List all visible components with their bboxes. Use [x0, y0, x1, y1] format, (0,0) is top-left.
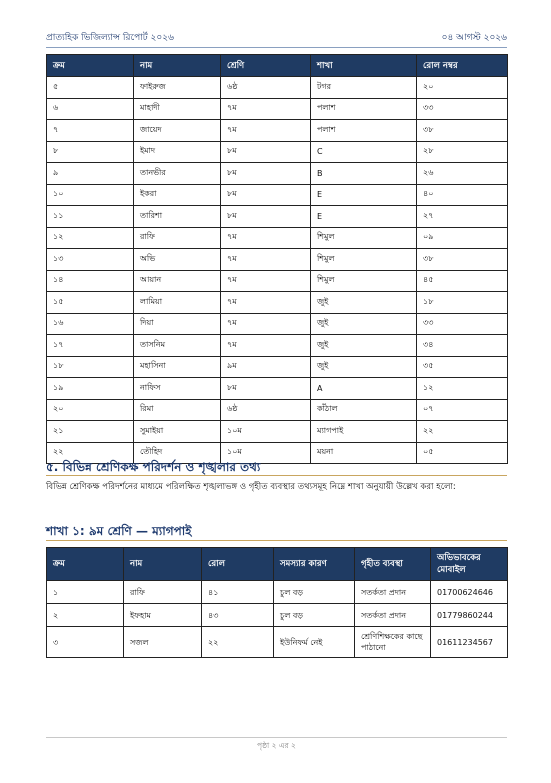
table-cell: ২২ [202, 627, 274, 658]
col-issue: সমস্যার কারণ [274, 548, 355, 581]
table-cell: ২ [47, 604, 124, 627]
table-cell: ১০ [47, 184, 134, 206]
table-cell: ৭ম [221, 292, 311, 314]
table-cell: ১০ম [221, 442, 311, 464]
table-cell: শিমুল [311, 249, 417, 271]
table-cell: 01611234567 [431, 627, 508, 658]
table-cell: চুল বড় [274, 604, 355, 627]
table-cell: ১২ [417, 378, 508, 400]
table-cell: ১৮ [47, 356, 134, 378]
table-cell: ম্যাগপাই [311, 421, 417, 443]
table-cell: টগর [311, 77, 417, 99]
table-cell: ৭ম [221, 98, 311, 120]
table-cell: ১২ [47, 227, 134, 249]
table-cell: রিমা [134, 399, 221, 421]
table-cell: ৬ষ্ঠ [221, 77, 311, 99]
table-cell: সজল [124, 627, 202, 658]
col-class: শ্রেণি [221, 55, 311, 77]
table-cell: C [311, 141, 417, 163]
table-row [47, 270, 508, 292]
table-cell: ৩৪ [417, 335, 508, 357]
table-row [47, 604, 508, 627]
table-cell: ১১ [47, 206, 134, 228]
table-cell: ৮ম [221, 206, 311, 228]
footer-divider [46, 737, 507, 738]
table-row [47, 581, 508, 604]
table-cell: ২২ [417, 421, 508, 443]
table-cell: ৮ম [221, 141, 311, 163]
table-cell: ৭ম [221, 120, 311, 142]
table-cell: ৪১ [202, 581, 274, 604]
table-cell: ৪০ [417, 184, 508, 206]
table-row [47, 163, 508, 185]
table-cell: ৭ [47, 120, 134, 142]
table-row [47, 292, 508, 314]
col-action: গৃহীত ব্যবস্থা [355, 548, 431, 581]
table-row [47, 421, 508, 443]
table-cell: শিমুল [311, 227, 417, 249]
table-row [47, 627, 508, 658]
table-cell: ০৭ [417, 399, 508, 421]
table-cell: B [311, 163, 417, 185]
table-cell: ফাইরুজ [134, 77, 221, 99]
table-cell: ইকরা [134, 184, 221, 206]
table-row [47, 77, 508, 99]
table-cell: ৩৩ [417, 98, 508, 120]
table-cell: পলাশ [311, 120, 417, 142]
table-cell: শ্রেণিশিক্ষকের কাছে পাঠানো [355, 627, 431, 658]
table-cell: তারিশা [134, 206, 221, 228]
header-divider [46, 47, 507, 48]
table-cell: ৪৩ [202, 604, 274, 627]
table-cell: ৭ম [221, 313, 311, 335]
table-cell: ১০ম [221, 421, 311, 443]
col-name: নাম [124, 548, 202, 581]
col-serial: ক্রম [47, 55, 134, 77]
table-cell: সতর্কতা প্রদান [355, 581, 431, 604]
table-row [47, 335, 508, 357]
table-cell: শিমুল [311, 270, 417, 292]
table-cell: ৩৮ [417, 249, 508, 271]
table-cell: নাফিস [134, 378, 221, 400]
table-cell: জুই [311, 313, 417, 335]
table-row [47, 227, 508, 249]
table-row [47, 313, 508, 335]
table-row [47, 98, 508, 120]
table-cell: ৭ম [221, 249, 311, 271]
table-cell: তাসনিম [134, 335, 221, 357]
table-cell: ৩৮ [417, 120, 508, 142]
table-cell: চুল বড় [274, 581, 355, 604]
student-table [46, 54, 508, 464]
table-cell: জুই [311, 335, 417, 357]
section-5-divider [46, 475, 507, 476]
table-cell: ১৮ [417, 292, 508, 314]
section-5-title: ৫. বিভিন্ন শ্রেণিকক্ষ পরিদর্শন ও শৃঙ্খলার তথ্য [46, 460, 261, 474]
table-cell: ৬ [47, 98, 134, 120]
table-cell: ১৪ [47, 270, 134, 292]
table-cell: E [311, 206, 417, 228]
table-cell: লামিয়া [134, 292, 221, 314]
table-cell: রাফি [134, 227, 221, 249]
table-cell: ২৮ [417, 141, 508, 163]
branch-1-title: শাখা ১: ৯ম শ্রেণি — ম্যাগপাই [46, 524, 192, 538]
table-cell: ১৩ [47, 249, 134, 271]
table-cell: ৪৫ [417, 270, 508, 292]
table-cell: ৩৫ [417, 356, 508, 378]
table-cell: ২৬ [417, 163, 508, 185]
table-cell: সতর্কতা প্রদান [355, 604, 431, 627]
incident-table-body [47, 581, 508, 658]
col-name: নাম [134, 55, 221, 77]
table-cell: ২১ [47, 421, 134, 443]
table-cell: ১৬ [47, 313, 134, 335]
table-cell: জুই [311, 292, 417, 314]
page-header [46, 28, 507, 46]
table-cell: ৩৩ [417, 313, 508, 335]
table-cell: তানভীর [134, 163, 221, 185]
table-cell: ২৭ [417, 206, 508, 228]
table-cell: ১৯ [47, 378, 134, 400]
col-roll: রোল [202, 548, 274, 581]
incident-table [46, 547, 508, 658]
table-cell: ৮ম [221, 378, 311, 400]
table-cell: ২০ [417, 77, 508, 99]
student-table-body [47, 77, 508, 464]
table-cell: E [311, 184, 417, 206]
table-cell: ৫ [47, 77, 134, 99]
branch-1-divider [46, 540, 507, 541]
table-cell: ৮ [47, 141, 134, 163]
col-serial: ক্রম [47, 548, 124, 581]
table-row [47, 378, 508, 400]
table-row [47, 356, 508, 378]
table-cell: মাহাদী [134, 98, 221, 120]
col-guardian-mobile: অভিভাবকের মোবাইল [431, 548, 508, 581]
table-cell: ৭ম [221, 270, 311, 292]
table-cell: ১৫ [47, 292, 134, 314]
table-cell: দিয়া [134, 313, 221, 335]
table-cell: A [311, 378, 417, 400]
table-cell: ইফহাম [124, 604, 202, 627]
table-cell: ০৫ [417, 442, 508, 464]
report-title: প্রাত্যহিক ভিজিল্যান্স রিপোর্ট ২০২৬ [46, 32, 174, 43]
table-cell: ইউনিফর্ম নেই [274, 627, 355, 658]
table-cell: রাফি [124, 581, 202, 604]
col-section: শাখা [311, 55, 417, 77]
table-cell: ৯ম [221, 356, 311, 378]
table-cell: অভি [134, 249, 221, 271]
section-5-description: বিভিন্ন শ্রেণিকক্ষ পরিদর্শনের মাধ্যমে পরিলক্ষিত শৃঙ্খলাভঙ্গ ও গৃহীত ব্যবস্থার তথ্যসমূহ নিম্নে শাখা অনুযায়ী উল্লেখ করা হলো: [46, 482, 456, 492]
table-cell: মহাসিনা [134, 356, 221, 378]
report-date: ০৪ আগস্ট ২০২৬ [441, 32, 507, 43]
table-row [47, 184, 508, 206]
table-cell: ৩ [47, 627, 124, 658]
table-cell: আয়ান [134, 270, 221, 292]
table-cell: তৌহিদ [134, 442, 221, 464]
table-cell: ৬ষ্ঠ [221, 399, 311, 421]
table-cell: জুই [311, 356, 417, 378]
table-cell: ৮ম [221, 184, 311, 206]
table-cell: ১ [47, 581, 124, 604]
table-row [47, 399, 508, 421]
table-cell: ১৭ [47, 335, 134, 357]
table-cell: সুমাইয়া [134, 421, 221, 443]
table-cell: জায়েদ [134, 120, 221, 142]
col-roll: রোল নম্বর [417, 55, 508, 77]
page-number: পৃষ্ঠা ২ এর ২ [257, 741, 296, 750]
table-cell: ০৯ [417, 227, 508, 249]
student-table-header [47, 55, 508, 77]
table-cell: 01779860244 [431, 604, 508, 627]
table-cell: কাঁঠাল [311, 399, 417, 421]
table-cell: ২০ [47, 399, 134, 421]
table-cell: ২২ [47, 442, 134, 464]
table-cell: ৭ম [221, 227, 311, 249]
table-cell: ৮ম [221, 163, 311, 185]
table-row [47, 120, 508, 142]
table-row [47, 141, 508, 163]
table-cell: ৯ [47, 163, 134, 185]
table-row [47, 249, 508, 271]
incident-table-header [47, 548, 508, 581]
table-cell: ময়না [311, 442, 417, 464]
table-cell: 01700624646 [431, 581, 508, 604]
table-cell: পলাশ [311, 98, 417, 120]
table-row [47, 206, 508, 228]
table-cell: ৭ম [221, 335, 311, 357]
table-cell: ইমাদ [134, 141, 221, 163]
